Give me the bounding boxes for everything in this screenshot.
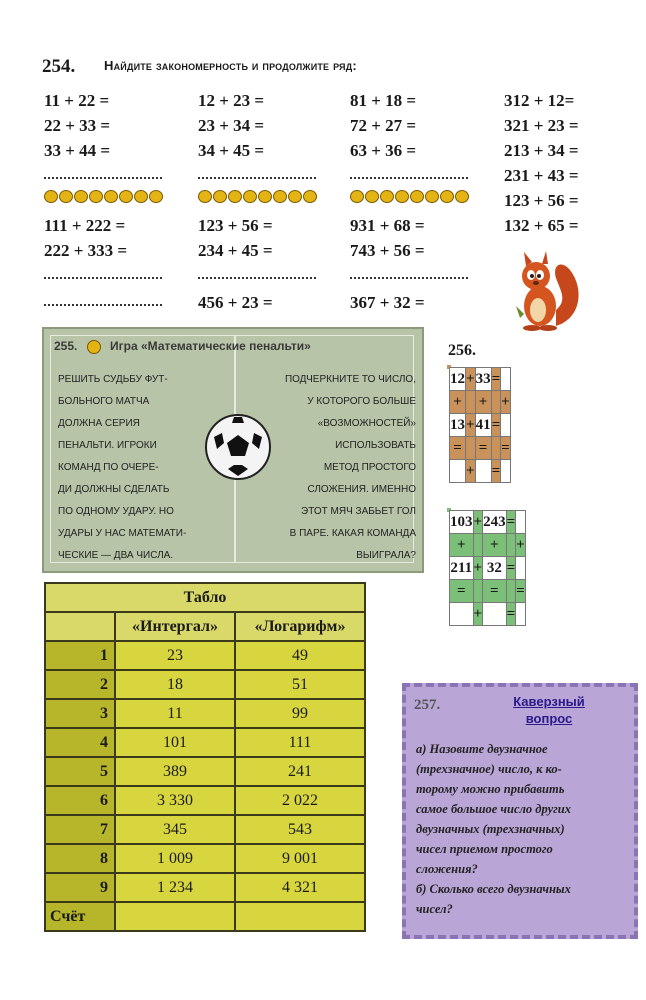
grid-cell: 12 <box>450 368 466 391</box>
grid-cell <box>450 460 466 483</box>
answer-blank <box>44 290 162 306</box>
grid-cell: = <box>491 460 501 483</box>
grid-cell: + <box>516 534 526 557</box>
expression: 111 + 222 = <box>44 216 126 235</box>
scoreboard-title: Табло <box>45 583 365 612</box>
text-line: СЛОЖЕНИЯ. ИМЕННО <box>307 484 416 495</box>
task-254-number: 254. <box>42 56 76 77</box>
task-254-title: Найдите закономерность и продолжите ряд: <box>104 58 357 73</box>
team-2-value: 241 <box>235 757 365 786</box>
grid-cell <box>501 460 511 483</box>
expression: 234 + 45 = <box>198 241 273 260</box>
header-empty-cell <box>45 612 115 641</box>
task-257-title: Каверзный вопрос <box>513 694 585 726</box>
text-line: РЕШИТЬ СУДЬБУ ФУТ- <box>58 374 168 385</box>
team-1-value: 18 <box>115 670 235 699</box>
expression: 367 + 32 = <box>350 293 425 312</box>
expression: 456 + 23 = <box>198 293 273 312</box>
text-line: чисел приемом простого <box>416 842 553 856</box>
task-256-grid-1 <box>447 365 510 479</box>
bee-divider <box>350 190 500 210</box>
grid-cell <box>450 603 474 626</box>
expression: 22 + 33 = <box>44 116 111 135</box>
expression: 123 + 56 = <box>504 191 579 210</box>
expression: 222 + 333 = <box>44 241 128 260</box>
task-255-title: Игра «Математические пенальти» <box>110 339 311 353</box>
score-row <box>45 902 365 931</box>
grid-cell <box>491 391 501 414</box>
text-line: а) Назовите двузначное <box>416 742 548 756</box>
task-255-card <box>42 327 424 573</box>
grid-cell: 211 <box>450 557 474 580</box>
expression: 81 + 18 = <box>350 91 417 110</box>
row-number: 7 <box>45 815 115 844</box>
task-257-number: 257. <box>414 697 441 713</box>
grid-cell: + <box>450 534 474 557</box>
team-2-score <box>235 902 365 931</box>
table-row <box>45 699 365 728</box>
table-row <box>45 728 365 757</box>
grid-cell: = <box>501 437 511 460</box>
grid-cell: 32 <box>483 557 507 580</box>
grid-cell <box>473 580 483 603</box>
expression: 34 + 45 = <box>198 141 265 160</box>
text-line: ВЫИГРАЛА? <box>356 550 416 561</box>
team-1-score <box>115 902 235 931</box>
text-line: б) Сколько всего двузначных <box>416 882 571 896</box>
team-2-value: 111 <box>235 728 365 757</box>
text-line: КОМАНД ПО ОЧЕРЕ- <box>58 462 159 473</box>
grid-cell: + <box>473 603 483 626</box>
team-1-value: 1 009 <box>115 844 235 873</box>
team-2-value: 4 321 <box>235 873 365 902</box>
grid-cell <box>501 368 511 391</box>
row-number: 2 <box>45 670 115 699</box>
expression: 931 + 68 = <box>350 216 425 235</box>
grid-cell <box>506 580 516 603</box>
text-line: (трехзначное) число, к ко- <box>416 762 562 776</box>
team-2-value: 9 001 <box>235 844 365 873</box>
grid-cell <box>506 534 516 557</box>
table-row <box>45 873 365 902</box>
grid-cell <box>516 557 526 580</box>
row-number: 6 <box>45 786 115 815</box>
grid-cell <box>466 391 476 414</box>
task-254-column-1 <box>44 88 194 317</box>
grid-cell <box>516 603 526 626</box>
grid-cell: + <box>483 534 507 557</box>
grid-cell: 13 <box>450 414 466 437</box>
team-2-header: «Логарифм» <box>235 612 365 641</box>
grid-cell: + <box>475 391 491 414</box>
text-line: ЭТОТ МЯЧ ЗАБЬЕТ ГОЛ <box>301 506 416 517</box>
text-line: ПЕНАЛЬТИ. ИГРОКИ <box>58 440 157 451</box>
grid-cell: = <box>483 580 507 603</box>
grid-cell: + <box>466 414 476 437</box>
expression: 72 + 27 = <box>350 116 417 135</box>
task-254-column-2 <box>198 88 348 315</box>
grid-cell: + <box>473 511 483 534</box>
answer-blank <box>198 163 316 179</box>
grid-cell: 33 <box>475 368 491 391</box>
task-254-column-4 <box>504 88 646 238</box>
grid-cell <box>475 460 491 483</box>
team-1-header: «Интергал» <box>115 612 235 641</box>
row-number: 3 <box>45 699 115 728</box>
text-line: сложения? <box>416 862 478 876</box>
text-line: В ПАРЕ. КАКАЯ КОМАНДА <box>289 528 416 539</box>
text-line: ДОЛЖНА СЕРИЯ <box>58 418 140 429</box>
grid-cell: 41 <box>475 414 491 437</box>
row-number: 9 <box>45 873 115 902</box>
answer-blank <box>44 163 162 179</box>
table-row <box>45 670 365 699</box>
team-1-value: 345 <box>115 815 235 844</box>
text-line: ПО ОДНОМУ УДАРУ. НО <box>58 506 174 517</box>
grid-cell: + <box>473 557 483 580</box>
grid-cell: 243 <box>483 511 507 534</box>
grid-cell: + <box>466 368 476 391</box>
answer-blank <box>44 263 162 279</box>
grid-cell: = <box>450 580 474 603</box>
grid-cell: = <box>506 557 516 580</box>
team-1-value: 3 330 <box>115 786 235 815</box>
grid-cell: = <box>475 437 491 460</box>
grid-cell <box>491 437 501 460</box>
grid-cell: = <box>491 368 501 391</box>
team-2-value: 99 <box>235 699 365 728</box>
grid-cell <box>473 534 483 557</box>
grid-cell: = <box>491 414 501 437</box>
expression: 231 + 43 = <box>504 166 579 185</box>
task-255-header <box>54 339 311 354</box>
grid-cell: + <box>466 460 476 483</box>
expression: 23 + 34 = <box>198 116 265 135</box>
team-1-value: 389 <box>115 757 235 786</box>
squirrel-illustration <box>512 248 584 332</box>
text-line: «ВОЗМОЖНОСТЕЙ» <box>317 418 416 429</box>
bee-divider <box>198 190 348 210</box>
team-1-value: 23 <box>115 641 235 670</box>
expression: 33 + 44 = <box>44 141 111 160</box>
table-row <box>45 844 365 873</box>
table-row <box>45 815 365 844</box>
task-254-column-3 <box>350 88 500 315</box>
grid-cell <box>516 511 526 534</box>
text-line: МЕТОД ПРОСТОГО <box>323 462 416 473</box>
bee-icon <box>87 340 101 354</box>
grid-cell: 103 <box>450 511 474 534</box>
team-2-value: 51 <box>235 670 365 699</box>
expression: 123 + 56 = <box>198 216 273 235</box>
row-number: 1 <box>45 641 115 670</box>
grid-cell <box>483 603 507 626</box>
soccer-ball-icon <box>204 413 272 481</box>
team-1-value: 101 <box>115 728 235 757</box>
text-line: торому можно прибавить <box>416 782 565 796</box>
text-line: ДИ ДОЛЖНЫ СДЕЛАТЬ <box>58 484 170 495</box>
grid-cell <box>501 414 511 437</box>
expression: 12 + 23 = <box>198 91 265 110</box>
expression: 11 + 22 = <box>44 91 110 110</box>
team-1-value: 1 234 <box>115 873 235 902</box>
task-257-text <box>416 739 628 919</box>
grid-cell: + <box>450 391 466 414</box>
task-255-number: 255. <box>54 339 78 353</box>
grid-cell: = <box>506 511 516 534</box>
team-2-value: 2 022 <box>235 786 365 815</box>
answer-blank <box>198 263 316 279</box>
text-line: чисел? <box>416 902 453 916</box>
expression: 63 + 36 = <box>350 141 417 160</box>
answer-blank <box>350 163 468 179</box>
score-label: Счёт <box>45 902 115 931</box>
text-line: БОЛЬНОГО МАТЧА <box>58 396 150 407</box>
table-row <box>45 757 365 786</box>
team-1-value: 11 <box>115 699 235 728</box>
grid-cell <box>466 437 476 460</box>
text-line: двузначных (трехзначных) <box>416 822 565 836</box>
grid-cell: = <box>450 437 466 460</box>
task-255-left-text <box>58 369 208 567</box>
task-256-number: 256. <box>448 342 476 359</box>
row-number: 4 <box>45 728 115 757</box>
team-2-value: 49 <box>235 641 365 670</box>
expression: 312 + 12= <box>504 91 575 110</box>
text-line: ИСПОЛЬЗОВАТЬ <box>335 440 416 451</box>
table-row <box>45 641 365 670</box>
task-257-card <box>402 683 638 939</box>
grid-cell: = <box>516 580 526 603</box>
answer-blank <box>350 263 468 279</box>
row-number: 8 <box>45 844 115 873</box>
text-line: У КОТОРОГО БОЛЬШЕ <box>307 396 416 407</box>
expression: 321 + 23 = <box>504 116 579 135</box>
grid-cell: + <box>501 391 511 414</box>
bee-divider <box>44 190 194 210</box>
grid-cell: = <box>506 603 516 626</box>
text-line: ПОДЧЕРКНИТЕ ТО ЧИСЛО, <box>284 374 416 385</box>
text-line: УДАРЫ У НАС МАТЕМАТИ- <box>58 528 187 539</box>
team-2-value: 543 <box>235 815 365 844</box>
scoreboard-table <box>44 582 366 932</box>
table-row <box>45 786 365 815</box>
row-number: 5 <box>45 757 115 786</box>
expression: 213 + 34 = <box>504 141 579 160</box>
text-line: ЧЕСКИЕ — ДВА ЧИСЛА. <box>58 550 174 561</box>
task-256-grid-2 <box>447 508 525 622</box>
expression: 743 + 56 = <box>350 241 425 260</box>
text-line: самое большое число других <box>416 802 571 816</box>
expression: 132 + 65 = <box>504 216 579 235</box>
